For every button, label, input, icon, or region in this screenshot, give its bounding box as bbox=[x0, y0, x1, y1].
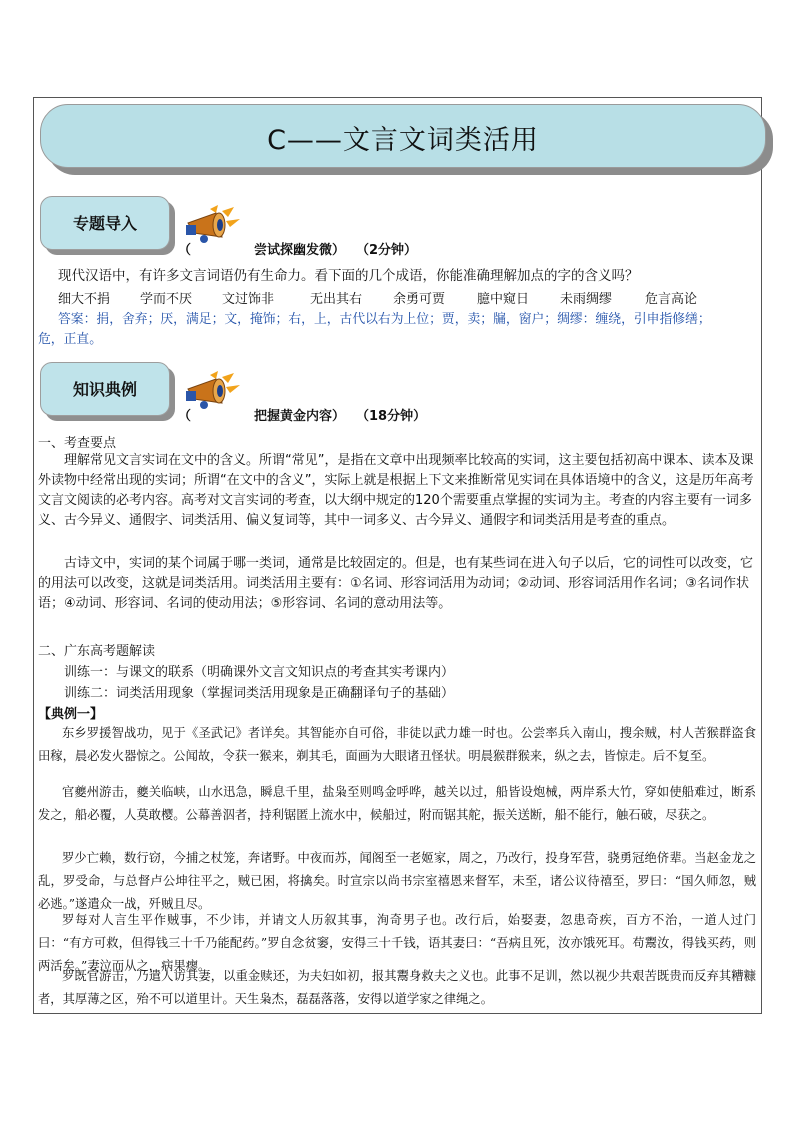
example-label: 【典例一】 bbox=[38, 707, 104, 722]
heading-gaokao: 二、广东高考题解读 bbox=[38, 644, 156, 659]
training-item: 训练二：词类活用现象（掌握词类活用现象是正确翻译句子的基础） bbox=[64, 686, 455, 701]
section-badge-label: 知识典例 bbox=[72, 380, 137, 399]
classic-paragraph: 官夔州游击，夔关临峡，山水迅急，瞬息千里，盐枭至则鸣金呼哗，越关以过，船皆设炮械，两岸系大竹，穿如使船难过，断系发之，船必覆，人莫敢樱。公幕善泅者，持利锯匿上流水中，候船过，附而锯其舵，振关送断，船不能行，触石破，尽获之。 bbox=[38, 785, 756, 822]
heading-key-points: 一、考查要点 bbox=[38, 436, 117, 451]
idiom-item: 细大不捐 bbox=[58, 292, 111, 307]
idiom-item: 危言高论 bbox=[645, 292, 698, 307]
paragraph: 古诗文中，实词的某个词属于哪一类词，通常是比较固定的。但是，也有某些词在进入句子以后，它的词性可以改变，它的用法可以改变，这就是词类活用。词类活用主要有：①名词、形容词活用为动词；②动词、形容词活用作名词；③名词作状语；④动词、形容词、名词的使动用法；⑤形容词、名词的意动用法等。 bbox=[38, 556, 754, 611]
idiom-item: 文过饰非 bbox=[222, 292, 275, 307]
intro-text: 现代汉语中，有许多文言词语仍有生命力。看下面的几个成语，你能准确理解加点的字的含义吗？ bbox=[58, 268, 639, 284]
classic-paragraph: 罗少亡赖，数行窃，今捕之杖笼，奔诸野。中夜而苏，闻阁至一老姬家，周之，乃改行，投身军营，骁勇冠绝侪辈。当赵金龙之乱，罗受命，与总督卢公坤往平之，贼已困，将擒矣。时宣宗以尚书宗室禧恩来督军，未至，诸公议待禧至，罗曰：“国久师忽，贼必逃。”遂遣众一战，歼贼且尽。 bbox=[38, 851, 756, 911]
training-item: 训练一：与课文的联系（明确课外文言文知识点的考查其实考课内） bbox=[64, 665, 455, 680]
section-badge-intro bbox=[40, 196, 170, 250]
title-banner bbox=[40, 104, 766, 168]
section-badge-label: 专题导入 bbox=[72, 214, 137, 233]
classic-paragraph: 罗既官游击，乃遣人访其妻，以重金赎还，为夫妇如初，报其鬻身救夫之义也。此事不足训，然以视少共艰苦既贵而反弃其糟糠者，其厚薄之区，殆不可以道里计。天生枭杰，磊磊落落，安得以道学家之律绳之。 bbox=[38, 969, 756, 1006]
page-title: C——文言文词类活用 bbox=[267, 125, 539, 156]
paren-open: （ bbox=[178, 243, 192, 258]
answer-line: 答案：捐，舍弃；厌，满足；文，掩饰；右，上，古代以右为上位；贾，卖；牖，窗户；绸缪：缠绕，引申指修缮； bbox=[58, 312, 711, 327]
section-time: （18分钟） bbox=[356, 409, 427, 424]
idiom-item: 未雨绸缪 bbox=[560, 292, 613, 307]
section-badge-knowledge bbox=[40, 362, 170, 416]
idiom-item: 学而不厌 bbox=[140, 292, 193, 307]
idiom-item: 无出其右 bbox=[310, 292, 363, 307]
idiom-item: 余勇可贾 bbox=[393, 292, 446, 307]
answer-line: 危，正直。 bbox=[38, 332, 102, 347]
section-subtitle: 尝试探幽发微） bbox=[254, 243, 346, 258]
section-subtitle: 把握黄金内容） bbox=[254, 409, 346, 424]
paren-open: （ bbox=[178, 409, 192, 424]
classic-paragraph: 罗每对人言生平作贼事，不少讳，并请文人历叙其事，洵奇男子也。改行后，始娶妻，忽患奇疾，百方不治，一道人过门曰：“有方可救，但得钱三十千乃能配药。”罗自念贫窭，安得三十千钱，语其妻曰：“吾病且死，汝亦饿死耳。苟鬻汝，得钱买药，则两活矣。”妻泣而从之，病果瘳。 bbox=[38, 913, 756, 973]
section-time: （2分钟） bbox=[356, 243, 418, 258]
classic-paragraph: 东乡罗援智战功，见于《圣武记》者详矣。其智能亦自可俗，非徒以武力雄一时也。公尝率兵入南山，搜余贼，村人苦猴群盗食田稼，晨必发火器惊之。公闻故，令获一猴来，剃其毛，面画为大眼诸丑怪状。明晨猴群猴来，纵之去，皆惊走。后不复至。 bbox=[38, 726, 756, 763]
idiom-item: 臆中窥日 bbox=[477, 292, 530, 307]
paragraph: 理解常见文言实词在文中的含义。所谓“常见”，是指在文章中出现频率比较高的实词，这主要包括初高中课本、读本及课外读物中经常出现的实词；所谓“在文中的含义”，实际上就是根据上下文来推断常见实词在具体语境中的含义，这是历年高考文言文阅读的必考内容。高考对文言实词的考查，以大纲中规定的120个需要重点掌握的实词为主。考查的内容主要有一词多义、古今异义、通假字、词类活用、偏义复词等，其中一词多义、古今异义、通假字和词类活用是考查的重点。 bbox=[38, 453, 754, 528]
